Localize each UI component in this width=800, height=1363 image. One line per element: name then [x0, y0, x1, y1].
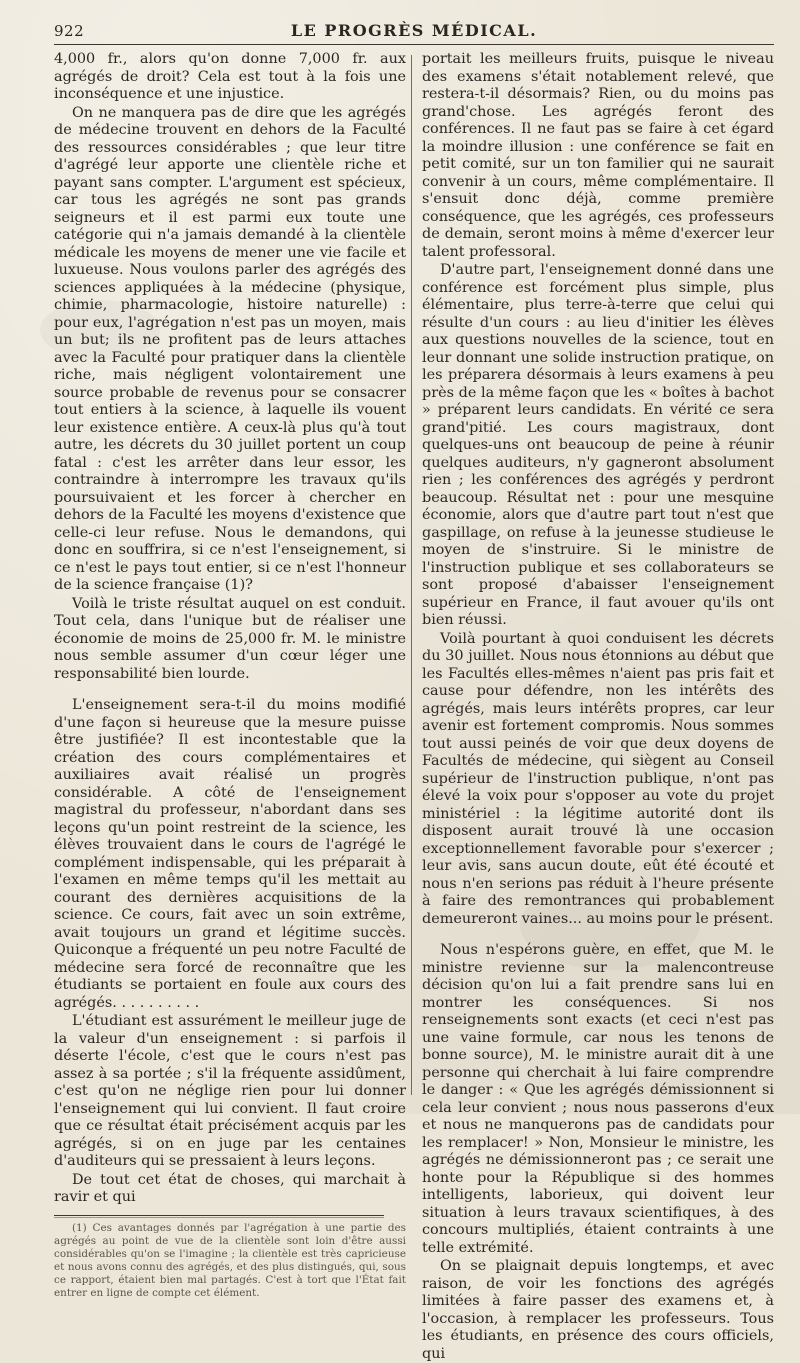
page-header [54, 18, 774, 45]
paragraph: L'enseignement sera-t-il du moins modifié d'une façon si heureuse que la mesure puisse être justifiée? Il est incontestable que la création des cours complémentaires et auxiliaires avait réalisé un progrès considérable. A côté de l'enseignement magistral du professeur, n'abordant dans ses leçons qu'un point restreint de la science, les élèves trouvaient dans le cours de l'agrégé le complément indispensable, qui les préparait à l'examen en même temps qu'il les mettait au courant des dernières acquisitions de la science. Ce cours, fait avec un soin extrême, avait toujours un grand et légitime succès. Quiconque a fréquenté un peu notre Faculté de médecine sera forcé de reconnaître que les étudiants se portaient en foule aux cours des agrégés. . . . . . . . . . [54, 697, 406, 1011]
right-column [416, 51, 774, 1362]
left-column [54, 51, 406, 1299]
paragraph: 4,000 fr., alors qu'on donne 7,000 fr. aux agrégés de droit? Cela est tout à la fois une inconséquence et une injustice. [54, 51, 406, 102]
column-divider [411, 55, 412, 1095]
two-column-body [54, 51, 774, 1362]
footnote-rule [54, 1215, 384, 1216]
footnote: (1) Ces avantages donnés par l'agrégation à une partie des agrégés au point de vue de la clientèle sont loin d'être aussi considérables qu'on se l'imagine ; la clientèle est très capricieuse et nous avons connu des agrégés, et des plus distingués, qui, sous ce rapport, étaient bien mal partagés. C'est à tort que l'État fait entrer en ligne de compte cet élément. [54, 1221, 406, 1299]
paragraph: Voilà pourtant à quoi conduisent les décrets du 30 juillet. Nous nous étonnions au début que les Facultés elles-mêmes n'aient pas pris fait et cause pour défendre, non les intérêts des agrégés, mais leurs intérêts propres, car leur avenir est fortement compromis. Nous sommes tout aussi peinés de voir que deux doyens de Facultés de médecine, qui siègent au Conseil supérieur de l'instruction publique, n'ont pas élevé la voix pour s'opposer au vote du projet ministériel : la légitime autorité dont ils disposent aurait trouvé là une occasion exceptionnellement favorable pour s'exercer ; leur avis, sans aucun doute, eût été écouté et nous n'en serions pas réduit à l'heure présente à faire des remontrances qui probablement demeureront vaines... au moins pour le présent. [422, 630, 774, 927]
paragraph: On ne manquera pas de dire que les agrégés de médecine trouvent en dehors de la Faculté des ressources considérables ; que leur titre d'agrégé leur apporte une clientèle riche et payant sans compter. L'argument est spécieux, car tous les agrégés ne sont pas grands seigneurs et il est parmi eux toute une catégorie qui n'a jamais demandé à la clientèle médicale les moyens de mener une vie facile et luxueuse. Nous voulons parler des agrégés des sciences appliquées à la médecine (physique, chimie, pharmacologie, histoire naturelle) : pour eux, l'agrégation n'est pas un moyen, mais un but; ils ne profitent pas de leurs attaches avec la Faculté pour pratiquer dans la clientèle riche, mais négligent volontairement une source probable de revenus pour se consacrer tout entiers à la science, à laquelle ils vouent leur existence entière. A ceux-là plus qu'à tout autre, les décrets du 30 juillet portent un coup fatal : c'est les arrêter dans leur essor, les contraindre à interrompre les travaux qu'ils poursuivaient et les forcer à chercher en dehors de la Faculté les moyens d'existence que celle-ci leur refuse. Nous le demandons, qui donc en souffrira, si ce n'est l'enseignement, si ce n'est le pays tout entier, si ce n'est l'honneur de la science française (1)? [54, 104, 406, 593]
paragraph: L'étudiant est assurément le meilleur juge de la valeur d'un enseignement : si parfois il déserte l'école, c'est que le cours n'est pas assez à sa portée ; s'il la fréquente assidûment, c'est qu'on ne néglige rien pour lui donner l'enseignement qui lui convient. Il faut croire que ce résultat était précisément acquis par les agrégés, si on en juge par les centaines d'auditeurs qui se pressaient à leurs leçons. [54, 1013, 406, 1169]
paragraph: portait les meilleurs fruits, puisque le niveau des examens s'était notablement relevé, que restera-t-il désormais? Rien, ou du moins pas grand'chose. Les agrégés feront des conférences. Il ne faut pas se faire à cet égard la moindre illusion : une conférence se fait en petit comité, sur un ton familier qui ne saurait convenir à un cours, même complémentaire. Il s'ensuit donc déjà, comme première conséquence, que les agrégés, ces professeurs de demain, seront moins à même d'exercer leur talent professoral. [422, 51, 774, 260]
paragraph: D'autre part, l'enseignement donné dans une conférence est forcément plus simple, plus élémentaire, plus terre-à-terre que celui qui résulte d'un cours : au lieu d'initier les élèves aux questions nouvelles de la science, tout en leur donnant une solide instruction pratique, on les préparera désormais à leurs examens à peu près de la même façon que les « boîtes à bachot » préparent leurs candidats. En vérité ce sera grand'pitié. Les cours magistraux, dont quelques-uns ont beaucoup de peine à réunir quelques auditeurs, n'y gagneront absolument rien ; les conférences des agrégés y perdront beaucoup. Résultat net : pour une mesquine économie, alors que d'autre part tout n'est que gaspillage, on refuse à la jeunesse studieuse le moyen de s'instruire. Si le ministre de l'instruction publique et ses collaborateurs se sont proposé d'abaisser l'enseignement supérieur en France, il faut avouer qu'ils ont bien réussi. [422, 262, 774, 628]
running-title: LE PROGRÈS MÉDICAL. [290, 21, 538, 40]
paragraph: On se plaignait depuis longtemps, et avec raison, de voir les fonctions des agrégés limitées à faire passer des examens et, à l'occasion, à remplacer les professeurs. Tous les étudiants, en présence des cours officiels, qui [422, 1258, 774, 1362]
page-number: 922 [54, 22, 85, 40]
paragraph: Nous n'espérons guère, en effet, que M. le ministre revienne sur la malencontreuse décision qu'on lui a fait prendre sans lui en montrer les conséquences. Si nos renseignements sont exacts (et ceci n'est pas une vaine formule, car nous les tenons de bonne source), M. le ministre aurait dit à une personne qui cherchait à lui faire comprendre le danger : « Que les agrégés démissionnent si cela leur convient ; nous nous passerons d'eux et nous ne manquerons pas de candidats pour les remplacer! » Non, Monsieur le ministre, les agrégés ne démissionneront pas ; ce serait une honte pour la République si des hommes intelligents, laborieux, qui doivent leur situation à leurs travaux scientifiques, à des concours multipliés, étaient contraints à une telle extrémité. [422, 942, 774, 1256]
paragraph: Voilà le triste résultat auquel on est conduit. Tout cela, dans l'unique but de réaliser une économie de moins de 25,000 fr. M. le ministre nous semble assumer d'un cœur léger une responsabilité bien lourde. [54, 595, 406, 682]
paragraph: De tout cet état de choses, qui marchait à ravir et qui [54, 1171, 406, 1205]
